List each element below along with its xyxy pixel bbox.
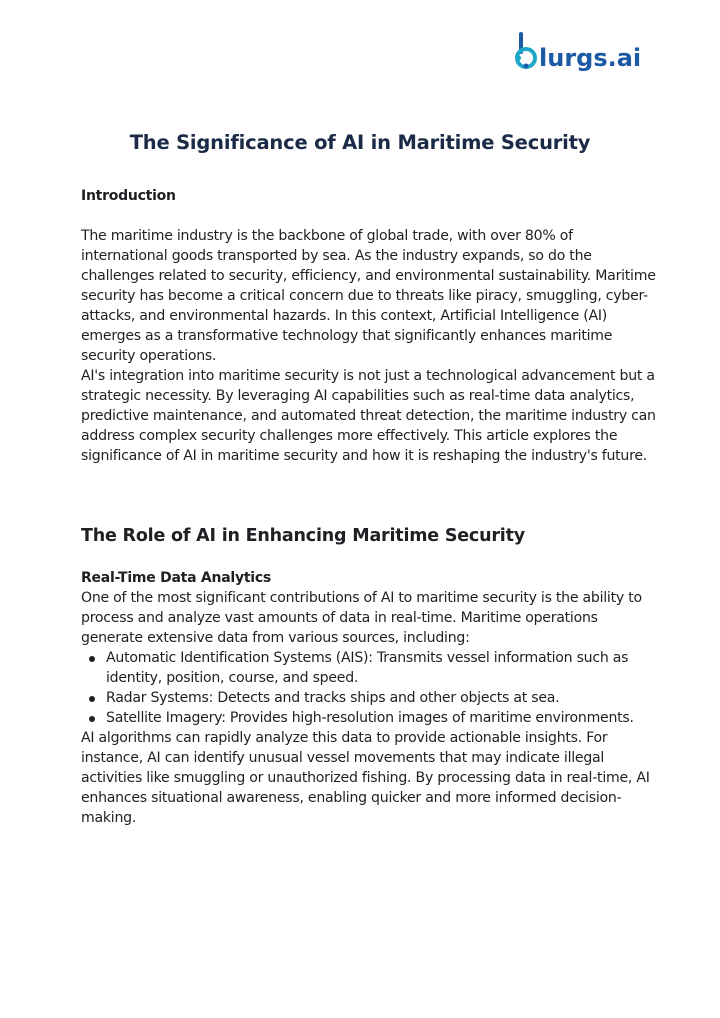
list-item (81, 708, 659, 728)
introduction-body (81, 226, 659, 466)
subsection-heading: Real-Time Data Analytics (81, 570, 271, 586)
logo-wordmark: lurgs.ai (539, 44, 642, 72)
list-item (81, 648, 659, 688)
bullet-icon (89, 716, 95, 722)
blurgs-logo-icon (512, 28, 652, 76)
bullet-icon (89, 656, 95, 662)
subsection-outro: AI algorithms can rapidly analyze this data to provide actionable insights. For instance, AI can identify unusual vessel movements that may indicate illegal activities like smuggling or unauthorized fishing. By processing data in real-time, AI enhances situational awareness, enabling quicker and more informed decision-making. (81, 730, 650, 826)
introduction-heading: Introduction (81, 188, 176, 204)
real-time-data-analytics-block (81, 568, 659, 828)
list-item-text: Automatic Identification Systems (AIS): Transmits vessel information such as identity, position, course, and speed. (106, 650, 629, 686)
list-item-text: Satellite Imagery: Provides high-resolution images of maritime environments. (106, 710, 634, 726)
blurgs-logo (512, 28, 652, 76)
bullet-icon (89, 696, 95, 702)
list-item (81, 688, 659, 708)
data-sources-list (81, 648, 659, 728)
list-item-text: Radar Systems: Detects and tracks ships and other objects at sea. (106, 690, 560, 706)
document-title: The Significance of AI in Maritime Security (129, 131, 591, 154)
section-heading: The Role of AI in Enhancing Maritime Security (81, 526, 525, 546)
introduction-paragraph: AI's integration into maritime security is not just a technological advancement but a strategic necessity. By leveraging AI capabilities such as real-time data analytics, predictive maintenance, and automated threat detection, the maritime industry can address complex security challenges more effectively. This article explores the significance of AI in maritime security and how it is reshaping the industry's future. (81, 368, 656, 464)
introduction-paragraph: The maritime industry is the backbone of global trade, with over 80% of international goods transported by sea. As the industry expands, so do the challenges related to security, efficiency, and environmental sustainability. Maritime security has become a critical concern due to threats like piracy, smuggling, cyber-attacks, and environmental hazards. In this context, Artificial Intelligence (AI) emerges as a transformative technology that significantly enhances maritime security operations. (81, 228, 656, 364)
subsection-intro: One of the most significant contributions of AI to maritime security is the ability to process and analyze vast amounts of data in real-time. Maritime operations generate extensive data from various sources, including: (81, 590, 642, 646)
